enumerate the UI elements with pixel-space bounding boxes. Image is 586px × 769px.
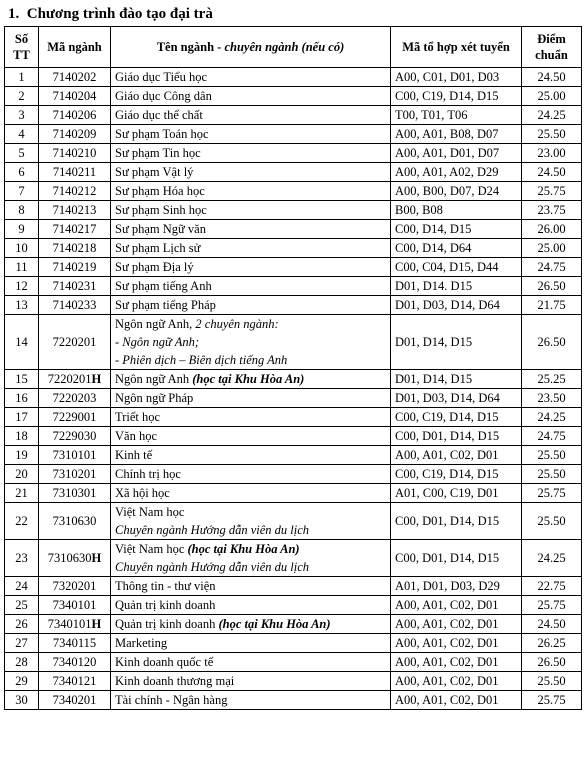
name-line: [115, 467, 181, 481]
name-line: [115, 636, 167, 650]
cell-combo: A00, A01, C02, D01: [391, 596, 522, 615]
code-number: 7140219: [52, 259, 97, 274]
cell-code: [39, 220, 111, 239]
cell-name: [111, 220, 391, 239]
table-row: [5, 125, 582, 144]
name-line: [115, 486, 170, 500]
name-main: Kinh doanh thương mại: [115, 673, 235, 688]
cell-score: 24.25: [522, 408, 582, 427]
name-main: Văn học: [115, 428, 157, 443]
cell-name: [111, 672, 391, 691]
cell-score: 25.25: [522, 370, 582, 389]
cell-score: 26.25: [522, 634, 582, 653]
name-main: Kinh doanh quốc tế: [115, 654, 214, 669]
table-row: [5, 691, 582, 710]
header-code: Mã ngành: [39, 27, 111, 68]
name-main: Việt Nam học: [115, 542, 188, 556]
name-line: [115, 617, 331, 631]
cell-code: [39, 125, 111, 144]
cell-combo: C00, D01, D14, D15: [391, 540, 522, 577]
table-header-row: [5, 27, 582, 68]
cell-score: 25.75: [522, 182, 582, 201]
table-row: [5, 389, 582, 408]
cell-stt: 19: [5, 446, 39, 465]
cell-stt: 2: [5, 87, 39, 106]
name-line: [115, 165, 193, 179]
name-line: [115, 391, 193, 405]
code-suffix: H: [91, 371, 102, 386]
table-row: [5, 465, 582, 484]
cell-name: [111, 296, 391, 315]
code-number: 7220201: [47, 371, 92, 386]
cell-combo: A01, D01, D03, D29: [391, 577, 522, 596]
cell-combo: C00, D14, D15: [391, 220, 522, 239]
cell-combo: C00, C19, D14, D15: [391, 87, 522, 106]
cell-score: 24.75: [522, 258, 582, 277]
cell-stt: 11: [5, 258, 39, 277]
name-location-note: (học tại Khu Hòa An): [192, 371, 305, 386]
cell-name: [111, 503, 391, 540]
cell-stt: 20: [5, 465, 39, 484]
cell-score: 25.50: [522, 125, 582, 144]
cell-code: [39, 201, 111, 220]
cell-name: [111, 87, 391, 106]
cell-combo: A00, B00, D07, D24: [391, 182, 522, 201]
name-specialization: Chuyên ngành Hướng dẫn viên du lịch: [115, 560, 310, 574]
name-main: Sư phạm Hóa học: [115, 183, 205, 198]
cell-stt: 30: [5, 691, 39, 710]
cell-score: 26.50: [522, 277, 582, 296]
cell-stt: 23: [5, 540, 39, 577]
name-main: Ngôn ngữ Pháp: [115, 390, 194, 405]
table-row: [5, 296, 582, 315]
cell-stt: 12: [5, 277, 39, 296]
cell-score: 25.00: [522, 239, 582, 258]
table-row: [5, 277, 582, 296]
cell-name: [111, 106, 391, 125]
cell-code: [39, 691, 111, 710]
code-number: 7310101: [52, 447, 97, 462]
cell-stt: 4: [5, 125, 39, 144]
cell-combo: A00, A01, B08, D07: [391, 125, 522, 144]
cell-combo: D01, D14, D15: [391, 315, 522, 370]
name-line: [115, 108, 203, 122]
cell-score: 25.50: [522, 446, 582, 465]
table-row: [5, 503, 582, 540]
section-number: 1.: [8, 6, 20, 22]
name-line: [115, 203, 207, 217]
cell-score: 26.50: [522, 653, 582, 672]
cell-stt: 22: [5, 503, 39, 540]
code-number: 7140210: [52, 145, 97, 160]
code-number: 7310301: [52, 485, 97, 500]
cell-score: 25.50: [522, 672, 582, 691]
name-line: [115, 222, 206, 236]
name-line: [115, 410, 160, 424]
cell-code: [39, 615, 111, 634]
cell-name: [111, 163, 391, 182]
name-main: Marketing: [115, 635, 168, 650]
admission-scores-table: [4, 26, 582, 710]
name-line: [115, 184, 205, 198]
section-title: Chương trình đào tạo đại trà: [26, 6, 213, 22]
table-row: [5, 577, 582, 596]
name-line: [115, 540, 386, 558]
name-line: [115, 429, 157, 443]
name-main: Sư phạm tiếng Pháp: [115, 297, 216, 312]
cell-name: [111, 201, 391, 220]
name-line: [115, 260, 194, 274]
table-row: [5, 106, 582, 125]
table-row: [5, 68, 582, 87]
table-row: [5, 615, 582, 634]
name-line: [115, 693, 227, 707]
table-row: [5, 201, 582, 220]
cell-code: [39, 239, 111, 258]
table-row: [5, 87, 582, 106]
code-number: 7340201: [52, 692, 97, 707]
name-main: Quản trị kinh doanh: [115, 616, 219, 631]
name-location-note: (học tại Khu Hòa An): [218, 616, 331, 631]
cell-name: [111, 370, 391, 389]
code-number: 7140231: [52, 278, 97, 293]
code-number: 7340121: [52, 673, 97, 688]
cell-score: 23.50: [522, 389, 582, 408]
name-location-note: (học tại Khu Hòa An): [187, 542, 300, 556]
cell-code: [39, 144, 111, 163]
cell-stt: 8: [5, 201, 39, 220]
code-number: 7140212: [52, 183, 97, 198]
cell-name: [111, 446, 391, 465]
name-line: [115, 579, 216, 593]
name-main: Ngôn ngữ Anh: [115, 371, 193, 386]
cell-code: [39, 258, 111, 277]
cell-score: 23.00: [522, 144, 582, 163]
cell-code: [39, 408, 111, 427]
cell-code: [39, 315, 111, 370]
cell-name: [111, 277, 391, 296]
name-main: Triết học: [115, 409, 161, 424]
cell-combo: D01, D03, D14, D64: [391, 296, 522, 315]
name-line: [115, 298, 216, 312]
cell-stt: 17: [5, 408, 39, 427]
code-number: 7310201: [52, 466, 97, 481]
cell-score: 21.75: [522, 296, 582, 315]
cell-combo: D01, D14. D15: [391, 277, 522, 296]
name-main: Tài chính - Ngân hàng: [115, 692, 228, 707]
name-line: [115, 127, 209, 141]
name-main: Sư phạm Địa lý: [115, 259, 194, 274]
cell-code: [39, 540, 111, 577]
cell-name: [111, 68, 391, 87]
cell-code: [39, 277, 111, 296]
table-body: [5, 68, 582, 710]
table-row: [5, 258, 582, 277]
cell-score: 25.75: [522, 484, 582, 503]
cell-name: [111, 577, 391, 596]
code-number: 7140213: [52, 202, 97, 217]
cell-stt: 5: [5, 144, 39, 163]
cell-code: [39, 596, 111, 615]
name-main: Sư phạm Ngữ văn: [115, 221, 206, 236]
code-number: 7229030: [52, 428, 97, 443]
code-number: 7310630: [52, 513, 97, 528]
code-suffix: H: [91, 550, 102, 565]
cell-combo: D01, D03, D14, D64: [391, 389, 522, 408]
name-main: Kinh tế: [115, 447, 153, 462]
name-main: Quản trị kinh doanh: [115, 597, 216, 612]
cell-score: 25.50: [522, 465, 582, 484]
name-line: [115, 279, 212, 293]
cell-score: 24.50: [522, 163, 582, 182]
cell-combo: C00, D14, D64: [391, 239, 522, 258]
cell-combo: C00, D01, D14, D15: [391, 503, 522, 540]
name-main: Giáo dục Tiểu học: [115, 69, 208, 84]
name-italic: 2 chuyên ngành:: [195, 317, 279, 331]
name-main: Thông tin - thư viện: [115, 578, 216, 593]
table-row: [5, 408, 582, 427]
cell-combo: B00, B08: [391, 201, 522, 220]
name-line: [115, 655, 213, 669]
cell-combo: A00, A01, D01, D07: [391, 144, 522, 163]
cell-stt: 21: [5, 484, 39, 503]
name-line: [115, 89, 212, 103]
table-row: [5, 653, 582, 672]
cell-code: [39, 389, 111, 408]
cell-name: [111, 125, 391, 144]
name-line: [115, 503, 386, 521]
name-line: [115, 448, 152, 462]
cell-stt: 15: [5, 370, 39, 389]
cell-combo: A00, A01, C02, D01: [391, 615, 522, 634]
cell-combo: A00, A01, C02, D01: [391, 691, 522, 710]
code-number: 7320201: [52, 578, 97, 593]
cell-combo: A00, A01, A02, D29: [391, 163, 522, 182]
cell-name: [111, 144, 391, 163]
cell-score: 25.75: [522, 691, 582, 710]
name-main: Giáo dục thể chất: [115, 107, 203, 122]
cell-code: [39, 296, 111, 315]
cell-combo: A01, C00, C19, D01: [391, 484, 522, 503]
name-main: Sư phạm Lịch sử: [115, 240, 201, 255]
cell-stt: 6: [5, 163, 39, 182]
name-main: Việt Nam học: [115, 505, 185, 519]
cell-combo: C00, C19, D14, D15: [391, 465, 522, 484]
cell-code: [39, 68, 111, 87]
cell-name: [111, 408, 391, 427]
cell-stt: 14: [5, 315, 39, 370]
cell-name: [111, 239, 391, 258]
cell-name: [111, 653, 391, 672]
name-main: Sư phạm Tin học: [115, 145, 201, 160]
table-row: [5, 315, 582, 370]
table-row: [5, 596, 582, 615]
cell-stt: 1: [5, 68, 39, 87]
cell-code: [39, 182, 111, 201]
cell-code: [39, 427, 111, 446]
cell-score: 25.75: [522, 596, 582, 615]
cell-score: 24.25: [522, 106, 582, 125]
code-number: 7229001: [52, 409, 97, 424]
cell-code: [39, 370, 111, 389]
code-number: 7310630: [47, 550, 92, 565]
cell-code: [39, 106, 111, 125]
header-name: [111, 27, 391, 68]
name-main: Xã hội học: [115, 485, 170, 500]
cell-code: [39, 577, 111, 596]
name-specialization: Chuyên ngành Hướng dẫn viên du lịch: [115, 523, 310, 537]
table-row: [5, 540, 582, 577]
cell-name: [111, 634, 391, 653]
name-line: [115, 598, 215, 612]
cell-score: 23.75: [522, 201, 582, 220]
cell-combo: A00, C01, D01, D03: [391, 68, 522, 87]
cell-stt: 13: [5, 296, 39, 315]
header-score: Điểm chuẩn: [522, 27, 582, 68]
table-row: [5, 446, 582, 465]
name-main: Sư phạm Vật lý: [115, 164, 194, 179]
cell-combo: A00, A01, C02, D01: [391, 653, 522, 672]
table-row: [5, 484, 582, 503]
cell-combo: A00, A01, C02, D01: [391, 672, 522, 691]
section-heading: [4, 4, 582, 26]
name-main: Sư phạm tiếng Anh: [115, 278, 212, 293]
table-row: [5, 672, 582, 691]
cell-combo: C00, D01, D14, D15: [391, 427, 522, 446]
code-number: 7140218: [52, 240, 97, 255]
cell-stt: 25: [5, 596, 39, 615]
name-subline: - Phiên dịch – Biên dịch tiếng Anh: [115, 353, 288, 367]
cell-stt: 24: [5, 577, 39, 596]
cell-score: 26.50: [522, 315, 582, 370]
cell-name: [111, 540, 391, 577]
code-number: 7140211: [52, 164, 97, 179]
table-row: [5, 370, 582, 389]
code-number: 7220203: [52, 390, 97, 405]
cell-combo: T00, T01, T06: [391, 106, 522, 125]
code-number: 7140233: [52, 297, 97, 312]
cell-combo: C00, C04, D15, D44: [391, 258, 522, 277]
header-stt: Số TT: [5, 27, 39, 68]
cell-stt: 16: [5, 389, 39, 408]
cell-score: 24.50: [522, 615, 582, 634]
cell-name: [111, 389, 391, 408]
code-number: 7220201: [52, 334, 97, 349]
name-line: [115, 70, 207, 84]
cell-code: [39, 653, 111, 672]
code-number: 7340101: [52, 597, 97, 612]
cell-stt: 27: [5, 634, 39, 653]
cell-score: 25.00: [522, 87, 582, 106]
name-main: Ngôn ngữ Anh,: [115, 317, 196, 331]
code-number: 7140217: [52, 221, 97, 236]
cell-combo: D01, D14, D15: [391, 370, 522, 389]
cell-stt: 9: [5, 220, 39, 239]
name-line: [115, 241, 200, 255]
cell-code: [39, 87, 111, 106]
cell-name: [111, 182, 391, 201]
name-subline: - Ngôn ngữ Anh;: [115, 335, 200, 349]
cell-name: [111, 258, 391, 277]
cell-name: [111, 484, 391, 503]
table-row: [5, 239, 582, 258]
cell-name: [111, 427, 391, 446]
table-row: [5, 634, 582, 653]
code-number: 7140202: [52, 69, 97, 84]
name-main: Giáo dục Công dân: [115, 88, 212, 103]
code-number: 7340101: [47, 616, 92, 631]
cell-name: [111, 465, 391, 484]
cell-code: [39, 446, 111, 465]
cell-stt: 29: [5, 672, 39, 691]
cell-stt: 3: [5, 106, 39, 125]
name-main: Chính trị học: [115, 466, 181, 481]
cell-name: [111, 691, 391, 710]
table-row: [5, 163, 582, 182]
cell-score: 24.50: [522, 68, 582, 87]
table-row: [5, 220, 582, 239]
cell-code: [39, 163, 111, 182]
cell-combo: C00, C19, D14, D15: [391, 408, 522, 427]
cell-score: 25.50: [522, 503, 582, 540]
cell-score: 26.00: [522, 220, 582, 239]
name-line: [115, 674, 234, 688]
cell-score: 22.75: [522, 577, 582, 596]
name-line: [115, 315, 386, 333]
cell-score: 24.25: [522, 540, 582, 577]
table-row: [5, 144, 582, 163]
cell-code: [39, 484, 111, 503]
cell-stt: 26: [5, 615, 39, 634]
cell-code: [39, 503, 111, 540]
header-name-main: Tên ngành -: [156, 40, 225, 54]
cell-code: [39, 465, 111, 484]
table-row: [5, 427, 582, 446]
cell-name: [111, 615, 391, 634]
code-number: 7140209: [52, 126, 97, 141]
cell-stt: 28: [5, 653, 39, 672]
name-main: Sư phạm Sinh học: [115, 202, 207, 217]
name-main: Sư phạm Toán học: [115, 126, 209, 141]
code-number: 7140206: [52, 107, 97, 122]
cell-combo: A00, A01, C02, D01: [391, 446, 522, 465]
header-name-italic: chuyên ngành (nếu có): [224, 40, 345, 54]
code-number: 7140204: [52, 88, 97, 103]
cell-combo: A00, A01, C02, D01: [391, 634, 522, 653]
name-line: [115, 372, 304, 386]
cell-stt: 18: [5, 427, 39, 446]
cell-stt: 7: [5, 182, 39, 201]
table-row: [5, 182, 582, 201]
cell-code: [39, 634, 111, 653]
cell-name: [111, 596, 391, 615]
code-number: 7340120: [52, 654, 97, 669]
cell-name: [111, 315, 391, 370]
code-number: 7340115: [52, 635, 97, 650]
code-suffix: H: [91, 616, 102, 631]
cell-score: 24.75: [522, 427, 582, 446]
cell-stt: 10: [5, 239, 39, 258]
cell-code: [39, 672, 111, 691]
header-combo: Mã tổ hợp xét tuyển: [391, 27, 522, 68]
name-line: [115, 146, 201, 160]
